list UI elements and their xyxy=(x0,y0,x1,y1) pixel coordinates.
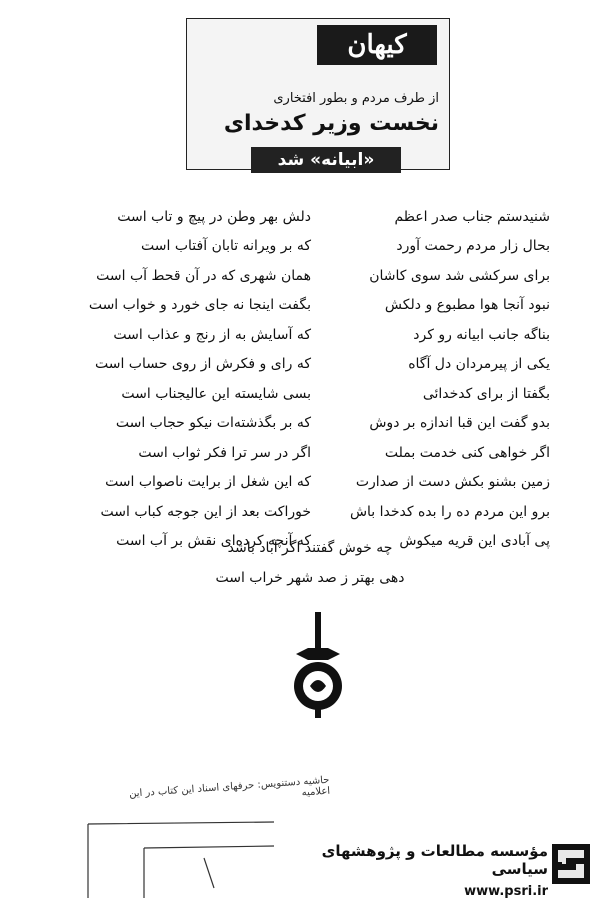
clipping-headline-second: «ابیانه» شد xyxy=(251,147,401,173)
couplet xyxy=(80,291,550,321)
closing-line-1: چه خوش گفتند اگر آباد باشد xyxy=(227,540,393,556)
hemistich-right: برای سرکشی شد سوی کاشان xyxy=(369,267,550,284)
hemistich-left: که بر بگذشته‌ات نیکو حجاب است xyxy=(115,415,311,432)
hemistich-left: بسی شایسته این عالیجناب است xyxy=(121,385,311,402)
hemistich-left: دلش بهر وطن در پیچ و تاب است xyxy=(117,208,311,225)
website-link[interactable]: www.psri.ir xyxy=(464,884,548,899)
couplet xyxy=(80,320,550,350)
institute-logo-icon xyxy=(552,844,590,884)
poem xyxy=(80,202,550,556)
couplet xyxy=(80,350,550,380)
hemistich-right: بدو گفت این قبا اندازه بر دوش xyxy=(369,415,550,432)
hemistich-right: زمین بشنو بکش دست از صدارت xyxy=(355,474,550,491)
hemistich-left: همان شهری که در آن قحط آب است xyxy=(96,267,311,284)
hemistich-left: که این شغل از برایت ناصواب است xyxy=(105,474,311,491)
closing-couplet xyxy=(180,533,440,593)
couplet xyxy=(80,497,550,527)
hemistich-right: بگفتا از برای کدخدائی xyxy=(422,385,550,402)
hemistich-right: یکی از پیرمردان دل آگاه xyxy=(408,356,550,373)
hemistich-right: بناگه جانب ابیانه رو کرد xyxy=(413,326,550,343)
hemistich-left: خوراکت بعد از این جوجه کباب است xyxy=(100,503,311,520)
hemistich-left: که بر ویرانه تابان آفتاب است xyxy=(141,238,311,255)
ornament-icon xyxy=(288,610,348,720)
footer xyxy=(270,842,548,899)
couplet xyxy=(80,468,550,498)
hemistich-right: بحال زار مردم رحمت آورد xyxy=(396,238,550,255)
hemistich-left: که رای و فکرش از روی حساب است xyxy=(94,356,311,373)
couplet xyxy=(80,409,550,439)
couplet xyxy=(80,202,550,232)
handwritten-note: حاشیه دستنویس: حرفهای اسناد این کتاب در این اعلامیه xyxy=(128,774,331,800)
couplet xyxy=(80,261,550,291)
clipping-subhead: از طرف مردم و بطور افتخاری xyxy=(273,91,439,106)
hemistich-right: برو این مردم ده را بده کدخدا باش xyxy=(349,503,550,520)
hemistich-left: بگفت اینجا نه جای خورد و خواب است xyxy=(88,297,311,314)
masthead: کیهان xyxy=(317,25,437,65)
hemistich-right: اگر خواهی کنی خدمت بملت xyxy=(384,444,550,461)
newspaper-clipping xyxy=(186,18,450,170)
sketch-lines-icon xyxy=(84,818,284,900)
closing-line-2: دهی بهتر ز صد شهر خراب است xyxy=(215,570,405,586)
hemistich-right: شنیدستم جناب صدر اعظم xyxy=(394,208,550,225)
hemistich-left: که آسایش به از رنج و عذاب است xyxy=(113,326,311,343)
hemistich-left: اگر در سر ترا فکر ثواب است xyxy=(138,444,311,461)
couplet xyxy=(80,438,550,468)
hemistich-left: که آنچه کرده‌ای نقش بر آب است xyxy=(116,533,311,550)
hemistich-right: نبود آنجا هوا مطبوع و دلکش xyxy=(384,297,550,314)
couplet xyxy=(80,232,550,262)
hemistich-right: پی آبادی این قریه میکوش xyxy=(399,533,550,550)
clipping-headline: نخست وزیر کدخدای xyxy=(223,111,439,136)
institute-name: مؤسسه مطالعات و پژوهشهای سیاسی xyxy=(321,842,548,878)
couplet xyxy=(80,379,550,409)
